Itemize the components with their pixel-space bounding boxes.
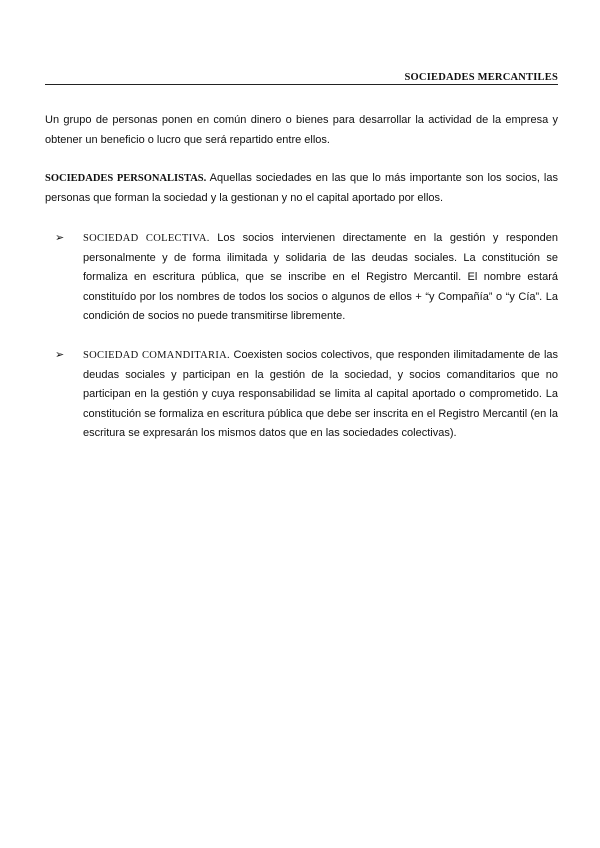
bullet-text: Coexisten socios colectivos, que responden ilimitadamente de las deudas sociales y participan en la gestión de la sociedad, y socios comanditarios que no participan en la gestión y cuya responsabilidad se limita al capital aportado o comprometido. La constitución se formaliza en escritura pública que debe ser inscrita en el Registro Mercantil (en la escritura se expresarán los mismos datos que en las sociedades colectivas). bbox=[83, 349, 558, 439]
personalistas-text: Aquellas sociedades en las que lo más importante son los socios, las personas que forman la sociedad y la gestionan y no el capital aportado por ellos. bbox=[45, 172, 558, 204]
arrow-bullet-icon: ➢ bbox=[55, 232, 65, 244]
bullet-content bbox=[83, 229, 558, 327]
arrow-bullet-icon: ➢ bbox=[55, 349, 65, 361]
page-header bbox=[45, 72, 558, 85]
bullet-sociedad-comanditaria bbox=[55, 346, 558, 444]
intro-paragraph: Un grupo de personas ponen en común dinero o bienes para desarrollar la actividad de la empresa y obtener un beneficio o lucro que será repartido entre ellos. bbox=[45, 114, 558, 146]
personalistas-paragraph bbox=[45, 169, 558, 208]
header-title: SOCIEDADES MERCANTILES bbox=[404, 72, 558, 83]
bullet-text: Los socios intervienen directamente en la gestión y responden personalmente y de forma ilimitada y solidaria de las deudas sociales. La constitución se formaliza en escritura pública, que se inscribe en el Registro Mercantil. El nombre estará constituído por los nombres de todos los socios o algunos de ellos + “y Compañía” o “y Cía”. La condición de socios no puede transmitirse libremente. bbox=[83, 232, 558, 322]
personalistas-heading: SOCIEDADES PERSONALISTAS. bbox=[45, 173, 207, 184]
bullet-content bbox=[83, 346, 558, 444]
bullet-title: SOCIEDAD COLECTIVA. bbox=[83, 233, 210, 244]
bullet-sociedad-colectiva bbox=[55, 229, 558, 327]
bullet-title: SOCIEDAD COMANDITARIA. bbox=[83, 350, 230, 361]
